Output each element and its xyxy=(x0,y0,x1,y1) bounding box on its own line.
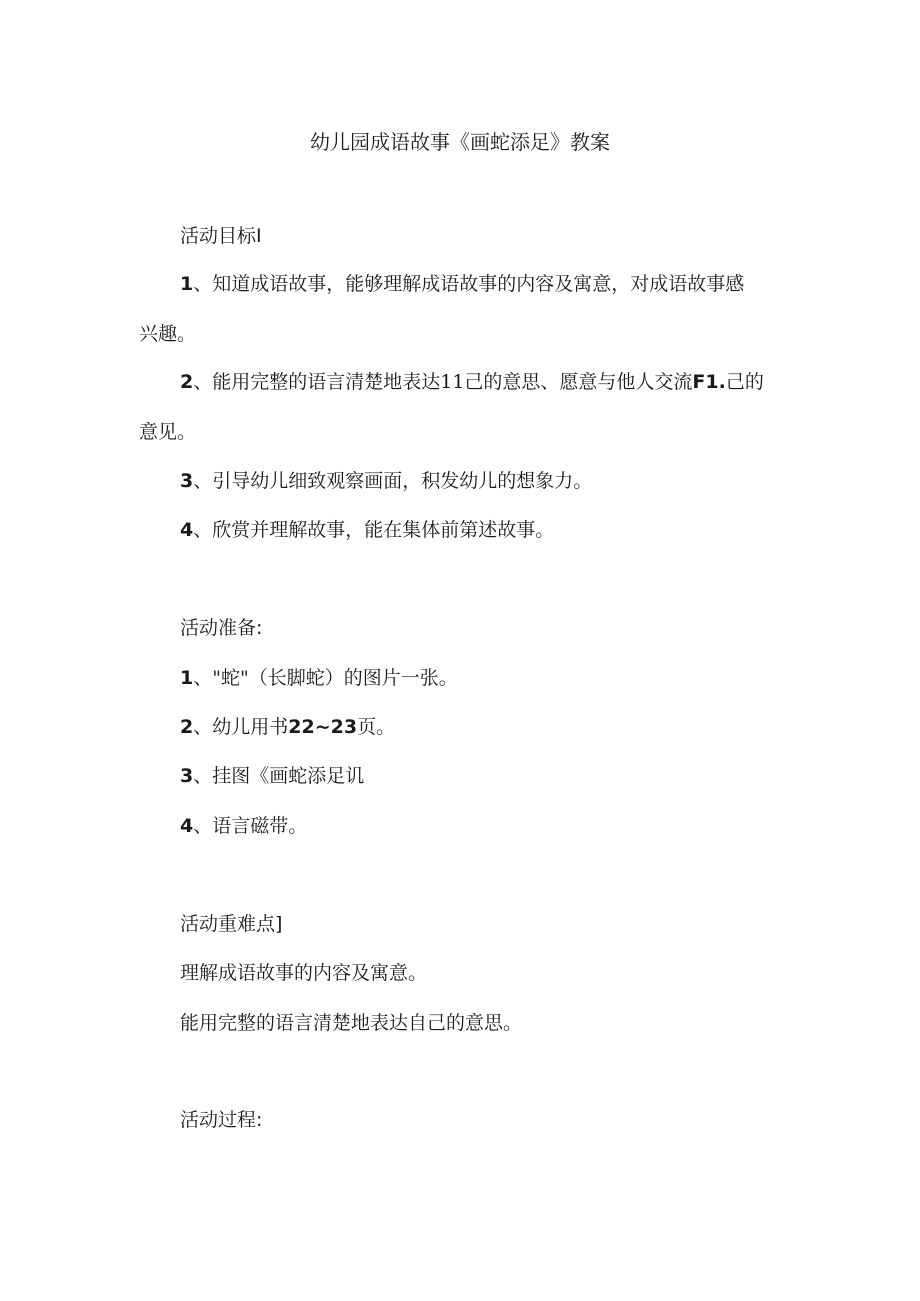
goal-item-2-continuation: 意见。 xyxy=(139,421,197,443)
prep-item-2-text: 、幼儿用书 xyxy=(193,716,289,738)
goal-item-4-number: 4 xyxy=(180,519,194,541)
prep-item-4 xyxy=(180,812,307,840)
goal-item-1 xyxy=(180,270,744,298)
goal-item-3 xyxy=(180,467,592,495)
section-heading-process: 活动过程: xyxy=(180,1109,263,1131)
prep-item-1-text: 、"蛇"（长脚蛇）的图片一张。 xyxy=(193,667,458,689)
prep-item-4-text: 、语言磁带。 xyxy=(193,815,308,837)
goal-item-1-text: 、知道成语故事，能够理解成语故事的内容及寓意，对成语故事感 xyxy=(193,273,745,295)
goal-item-2-text-end: 己的 xyxy=(725,371,764,393)
goal-item-3-text: 、引导幼儿细致观察画面，积发幼儿的想象力。 xyxy=(193,470,593,492)
prep-item-2-text-end: 页。 xyxy=(357,716,396,738)
goal-item-4-text: 、欣赏并理解故事，能在集体前第述故事。 xyxy=(193,519,555,541)
goal-item-3-number: 3 xyxy=(180,470,194,492)
section-heading-preparation: 活动准备: xyxy=(180,617,263,639)
prep-item-3-number: 3 xyxy=(180,765,194,787)
prep-item-2-number: 2 xyxy=(180,716,194,738)
document-title: 幼儿园成语故事《画蛇添足》教案 xyxy=(310,130,610,154)
goal-item-1-number: 1 xyxy=(180,273,194,295)
goal-item-2-bold: F1. xyxy=(692,371,726,393)
key-point-2: 能用完整的语言清楚地表达自己的意思。 xyxy=(180,1012,523,1034)
prep-item-1-number: 1 xyxy=(180,667,194,689)
key-point-1: 理解成语故事的内容及寓意。 xyxy=(180,962,428,984)
prep-item-3-text: 、挂图《画蛇添足讥 xyxy=(193,765,365,787)
goal-item-1-continuation: 兴趣。 xyxy=(139,323,197,345)
prep-item-1 xyxy=(180,664,458,692)
section-heading-goals: 活动目标I xyxy=(180,225,262,247)
goal-item-4 xyxy=(180,516,554,544)
section-heading-key-points: 活动重难点] xyxy=(180,913,283,935)
prep-item-4-number: 4 xyxy=(180,815,194,837)
prep-item-2-bold: 22~23 xyxy=(288,716,358,738)
goal-item-2-number: 2 xyxy=(180,371,194,393)
prep-item-2 xyxy=(180,713,395,741)
goal-item-2-text: 、能用完整的语言清楚地表达11己的意思、愿意与他人交流 xyxy=(193,371,693,393)
goal-item-2 xyxy=(180,368,764,396)
prep-item-3 xyxy=(180,762,364,790)
